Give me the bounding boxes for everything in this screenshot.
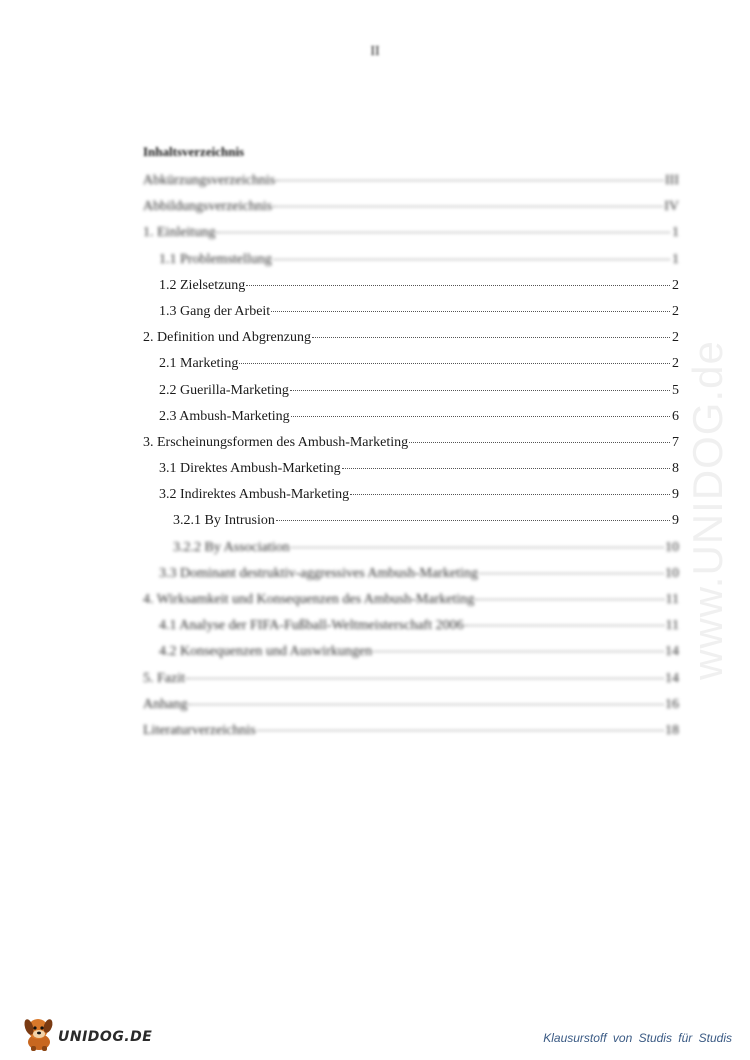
toc-entry[interactable]	[143, 718, 679, 744]
toc-dot-leader	[350, 484, 670, 495]
toc-entry[interactable]	[143, 613, 679, 639]
toc-entry[interactable]	[143, 456, 679, 482]
toc-entry-page: 11	[665, 592, 679, 607]
toc-dot-leader	[291, 406, 670, 417]
toc-entry-page: 16	[665, 696, 679, 712]
toc-entry[interactable]	[143, 351, 679, 377]
toc-entry[interactable]	[143, 482, 679, 508]
toc-dot-leader	[479, 563, 664, 574]
toc-dot-leader	[312, 327, 670, 338]
toc-entry[interactable]	[143, 535, 679, 561]
toc-entry-page: 1	[672, 225, 679, 241]
toc-dot-leader	[273, 196, 663, 207]
toc-entry[interactable]	[143, 430, 679, 456]
toc-entry-title: Anhang	[143, 696, 188, 712]
toc-entry-page: 11	[665, 618, 679, 634]
toc-dot-leader	[475, 589, 664, 600]
toc-entry-page: 10	[665, 565, 679, 581]
watermark-text: www.UNIDOG.de	[684, 340, 732, 680]
toc-entry-title: 5. Fazit	[143, 670, 185, 686]
page-number: II	[370, 44, 380, 59]
toc-entry[interactable]	[143, 325, 679, 351]
toc-dot-leader	[271, 301, 670, 312]
toc-entry-title: 3.2 Indirektes Ambush-Marketing	[159, 487, 350, 503]
toc-dot-leader	[186, 668, 664, 679]
toc-dot-leader	[273, 249, 670, 260]
toc-entry-title: 4.1 Analyse der FIFA-Fußball-Weltmeisterschaft 2006	[159, 618, 464, 634]
logo-text: UNIDOG.DE	[58, 1029, 153, 1045]
toc-entry-title: Literaturverzeichnis	[143, 722, 256, 738]
footer-tagline: Klausurstoff von Studis für Studis	[543, 1031, 732, 1045]
unidog-logo[interactable]	[22, 1012, 152, 1052]
toc-entry[interactable]	[143, 561, 679, 587]
toc-entry[interactable]	[143, 299, 679, 325]
toc-entry[interactable]	[143, 404, 679, 430]
toc-entry[interactable]	[143, 692, 679, 718]
toc-entry-page: 14	[665, 670, 679, 686]
watermark	[678, 280, 738, 740]
toc-entry-title: 2.2 Guerilla-Marketing	[159, 382, 289, 398]
toc-entry-title: 1.1 Problemstellung	[159, 251, 272, 267]
toc-entry-page: 5	[672, 382, 679, 398]
toc-entry[interactable]	[143, 247, 679, 273]
toc-entry-page: 14	[665, 644, 679, 660]
toc-entry[interactable]	[143, 273, 679, 299]
toc-dot-leader	[409, 432, 670, 443]
toc-entry[interactable]	[143, 587, 679, 613]
table-of-contents	[143, 142, 679, 744]
toc-entry-title: 2.3 Ambush-Marketing	[159, 408, 290, 424]
toc-entry-title: 3.2.2 By Association	[173, 539, 290, 555]
toc-dot-leader	[290, 380, 670, 391]
toc-dot-leader	[342, 458, 670, 469]
toc-dot-leader	[465, 615, 665, 626]
toc-entry-title: 2. Definition und Abgrenzung	[143, 330, 311, 346]
toc-entry[interactable]	[143, 194, 679, 220]
toc-entry-title: 1.3 Gang der Arbeit	[159, 303, 271, 319]
toc-dot-leader	[246, 275, 670, 286]
toc-entry[interactable]	[143, 639, 679, 665]
toc-entry-page: 6	[672, 408, 679, 424]
toc-dot-leader	[216, 222, 670, 233]
toc-entry-page: 18	[665, 722, 679, 738]
toc-entry-title: 3.3 Dominant destruktiv-aggressives Ambush-Marketing	[159, 565, 478, 581]
toc-dot-leader	[291, 537, 664, 548]
toc-entry-title: 3.2.1 By Intrusion	[173, 513, 275, 529]
toc-entry-page: IV	[664, 199, 679, 215]
toc-entry-title: 2.1 Marketing	[159, 356, 239, 372]
toc-dot-leader	[188, 694, 664, 705]
toc-dot-leader	[276, 510, 670, 521]
toc-entry-page: 2	[672, 356, 679, 372]
toc-entry-page: 1	[672, 251, 679, 267]
dog-mascot-icon	[22, 1012, 56, 1052]
toc-entry[interactable]	[143, 666, 679, 692]
toc-entry[interactable]	[143, 220, 679, 246]
toc-entry-title: 4.2 Konsequenzen und Auswirkungen	[159, 644, 373, 660]
toc-entry-title: 1.2 Zielsetzung	[159, 277, 246, 293]
toc-entry-page: 2	[672, 277, 679, 293]
toc-entry-page: 7	[672, 434, 679, 450]
toc-entry-page: 9	[672, 487, 679, 503]
toc-dot-leader	[239, 353, 670, 364]
toc-entry[interactable]	[143, 168, 679, 194]
toc-entry-title: 1. Einleitung	[143, 225, 216, 241]
toc-entry-title: 4. Wirksamkeit und Konsequenzen des Ambush-Marketing	[143, 592, 475, 607]
toc-entry-title: Abkürzungsverzeichnis	[143, 173, 276, 188]
toc-entry-title: 3.1 Direktes Ambush-Marketing	[159, 461, 341, 477]
toc-dot-leader	[276, 170, 664, 181]
toc-entry-title: Abbildungsverzeichnis	[143, 199, 273, 215]
toc-entry-title: 3. Erscheinungsformen des Ambush-Marketing	[143, 434, 409, 450]
toc-entry-page: 2	[672, 303, 679, 319]
toc-heading: Inhaltsverzeichnis	[143, 144, 245, 159]
toc-dot-leader	[373, 641, 664, 652]
toc-entry[interactable]	[143, 508, 679, 534]
toc-entry-page: 8	[672, 461, 679, 477]
toc-entry-page: 2	[672, 330, 679, 346]
toc-entry[interactable]	[143, 378, 679, 404]
toc-list	[143, 168, 679, 744]
toc-entry-page: III	[665, 173, 679, 188]
toc-entry-page: 10	[665, 539, 679, 555]
toc-dot-leader	[257, 720, 664, 731]
toc-entry-page: 9	[672, 513, 679, 529]
